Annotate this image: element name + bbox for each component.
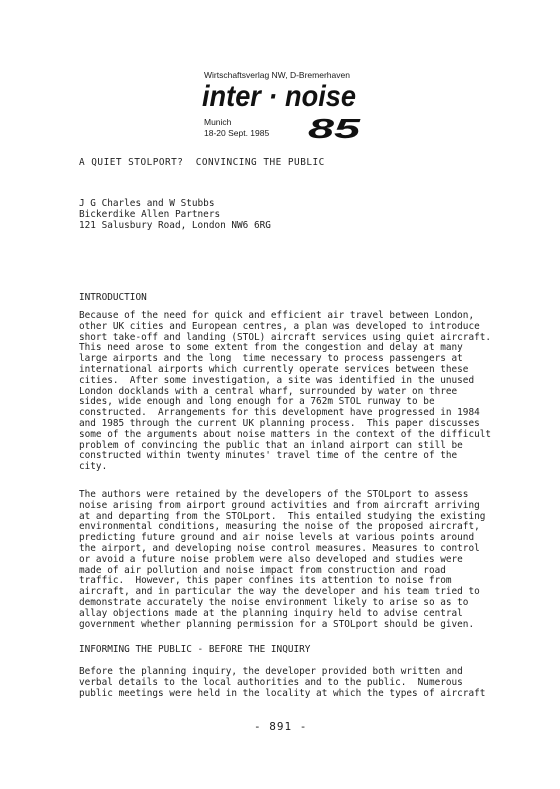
text-line: verbal details to the local authorities and to the public. Numerous xyxy=(79,676,463,688)
text-line: environmental conditions, measuring the noise of the proposed aircraft, xyxy=(79,521,480,533)
section-heading-introduction: INTRODUCTION xyxy=(79,292,147,303)
text-line: London docklands with a central wharf, surrounded by water on three xyxy=(79,385,458,397)
publisher-line: Wirtschaftsverlag NW, D-Bremerhaven xyxy=(204,70,350,80)
text-line: constructed within twenty minutes' travel time of the centre of the xyxy=(79,450,458,462)
conference-city: Munich xyxy=(204,117,232,127)
text-line: the airport, and developing noise control measures. Measures to control xyxy=(79,542,480,554)
text-line: This need arose to some extent from the congestion and delay at many xyxy=(79,342,463,354)
section-heading-informing-public: INFORMING THE PUBLIC - BEFORE THE INQUIRY xyxy=(79,644,311,655)
text-line: cities. After some investigation, a site was identified in the unused xyxy=(79,374,475,386)
text-line: some of the arguments about noise matters in the context of the difficult xyxy=(79,428,492,440)
paragraph-3 xyxy=(79,667,485,699)
text-line: aircraft, and in particular the way the developer and his team tried to xyxy=(79,586,480,598)
text-line: city. xyxy=(79,461,108,473)
text-line: noise arising from airport ground activities and from aircraft arriving xyxy=(79,499,480,511)
paragraph-2 xyxy=(79,490,485,630)
text-line: large airports and the long time necessary to process passengers at xyxy=(79,353,463,365)
year-text: 85 xyxy=(308,114,361,140)
text-line: traffic. However, this paper confines its attention to noise from xyxy=(79,575,452,587)
conference-header xyxy=(204,70,374,140)
text-line: problem of convincing the public that an inland airport can still be xyxy=(79,439,463,451)
text-line: at and departing from the STOLport. This entailed studying the existing xyxy=(79,510,486,522)
author-block xyxy=(79,199,271,231)
text-line: sides, wide enough and long enough for a 762m STOL runway to be xyxy=(79,396,435,408)
text-line: Because of the need for quick and efficient air travel between London, xyxy=(79,310,475,321)
text-line: international airports which currently operate services between these xyxy=(79,363,469,375)
text-line: Before the planning inquiry, the developer provided both written and xyxy=(79,666,463,677)
text-line: and 1985 through the current UK planning process. This paper discusses xyxy=(79,417,480,429)
text-line: or avoid a future noise problem were also developed and studies were xyxy=(79,553,463,565)
text-line: short take-off and landing (STOL) aircraft services using quiet aircraft. xyxy=(79,331,492,343)
paragraph-1 xyxy=(79,311,491,473)
page-number: - 891 - xyxy=(254,720,308,733)
text-line: allay objections made at the planning inquiry held to advise central xyxy=(79,607,463,619)
address: 121 Salusbury Road, London NW6 6RG xyxy=(79,219,271,231)
text-line: made of air pollution and noise impact from construction and road xyxy=(79,564,446,576)
text-line: other UK cities and European centres, a plan was developed to introduce xyxy=(79,320,480,332)
text-line: constructed. Arrangements for this development have progressed in 1984 xyxy=(79,407,480,419)
inter-noise-logo xyxy=(202,80,358,112)
text-line: public meetings were held in the locality at which the types of aircraft xyxy=(79,687,486,699)
logo-text: inter · noise xyxy=(202,80,356,112)
text-line: predicting future ground and air noise levels at various points around xyxy=(79,532,475,544)
authors: J G Charles and W Stubbs xyxy=(79,198,215,209)
text-line: The authors were retained by the developers of the STOLport to assess xyxy=(79,489,469,500)
text-line: government whether planning permission for a STOLport should be given. xyxy=(79,618,475,630)
text-line: demonstrate accurately the noise environment likely to arise so as to xyxy=(79,596,469,608)
conference-dates: 18-20 Sept. 1985 xyxy=(204,128,270,138)
paper-title: A QUIET STOLPORT? CONVINCING THE PUBLIC xyxy=(79,157,325,168)
affiliation: Bickerdike Allen Partners xyxy=(79,208,221,220)
conference-year-mark xyxy=(304,114,362,140)
